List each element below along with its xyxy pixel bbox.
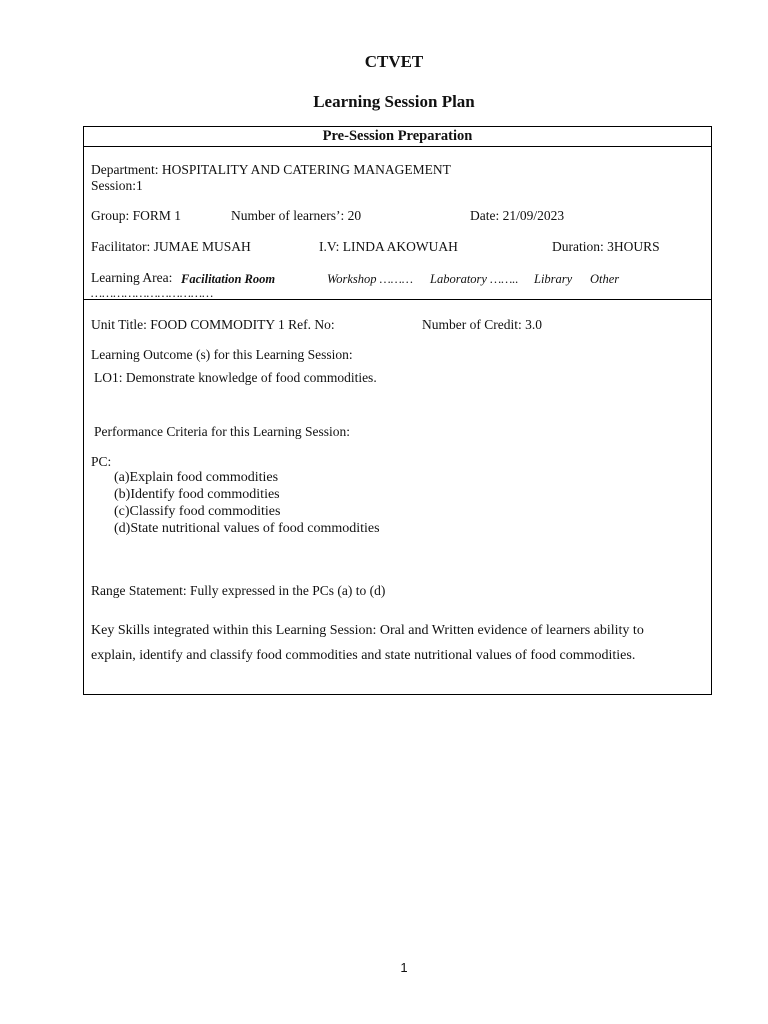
number-of-learners: Number of learners’: 20	[231, 208, 362, 223]
list-item: (a)Explain food commodities	[114, 470, 279, 485]
key-skills-line-2: explain, identify and classify food commodities and state nutritional values of food commodities.	[91, 648, 636, 663]
other-dots: ……………………………	[91, 286, 214, 300]
session-plan-table	[83, 126, 712, 695]
key-skills-line-1: Key Skills integrated within this Learning Session: Oral and Written evidence of learners ability to	[91, 623, 644, 638]
list-item: (d)State nutritional values of food commodities	[114, 521, 380, 536]
other: Other	[590, 272, 620, 286]
learning-outcome-1: LO1: Demonstrate knowledge of food commodities.	[94, 370, 377, 385]
workshop: Workshop ………	[327, 272, 414, 286]
facilitation-room: Facilitation Room	[181, 272, 276, 286]
document-title: Learning Session Plan	[313, 92, 475, 111]
pc-heading: PC:	[91, 454, 112, 469]
learning-outcome-label: Learning Outcome (s) for this Learning Session:	[91, 347, 353, 362]
pc-list	[114, 469, 380, 537]
unit-title: Unit Title: FOOD COMMODITY 1 Ref. No:	[91, 317, 335, 332]
pre-session-heading: Pre-Session Preparation	[322, 128, 473, 144]
group: Group: FORM 1	[91, 208, 182, 223]
duration: Duration: 3HOURS	[552, 239, 660, 254]
number-of-credit: Number of Credit: 3.0	[422, 317, 542, 332]
date: Date: 21/09/2023	[470, 208, 565, 223]
range-statement: Range Statement: Fully expressed in the PCs (a) to (d)	[91, 583, 386, 598]
performance-criteria-label: Performance Criteria for this Learning Session:	[94, 424, 351, 439]
department: Department: HOSPITALITY AND CATERING MANAGEMENT	[91, 162, 451, 177]
internal-verifier: I.V: LINDA AKOWUAH	[319, 239, 458, 254]
list-item: (c)Classify food commodities	[114, 504, 281, 519]
learning-area-label: Learning Area:	[91, 270, 173, 285]
page-number: 1	[400, 960, 408, 975]
laboratory: Laboratory ……..	[430, 272, 519, 286]
org-title: CTVET	[364, 52, 424, 71]
facilitator: Facilitator: JUMAE MUSAH	[91, 239, 251, 254]
session: Session:1	[91, 178, 143, 193]
list-item: (b)Identify food commodities	[114, 487, 280, 502]
library: Library	[534, 272, 573, 286]
divider	[84, 299, 711, 300]
divider	[84, 146, 711, 147]
